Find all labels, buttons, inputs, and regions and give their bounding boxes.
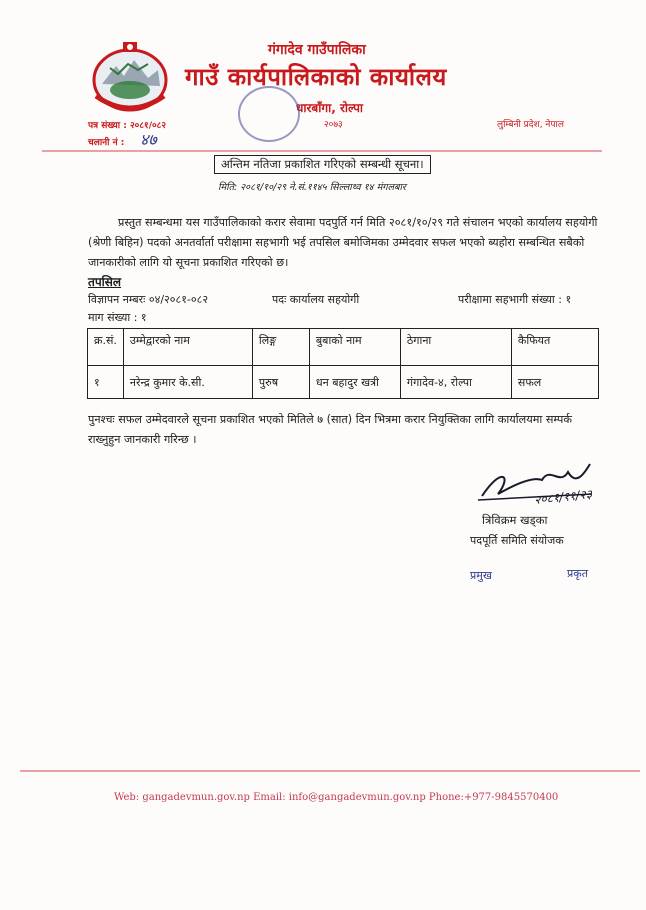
stamp-left-text: प्रमुख [470,569,492,582]
province-label: लुम्बिनी प्रदेश, नेपाल [497,120,564,130]
signatory-name: त्रिविक्रम खड्का [482,513,548,527]
address-line: धारबाँगा, रोल्पा [296,101,364,115]
header-rule [42,150,602,152]
tapasil-heading: तपसिल [88,275,122,289]
notice-date: मिति: २०८१/१०/२९ ने.सं.११४५ सिल्लाथ्व १४ मंगलबार [218,182,406,193]
col-header: उम्मेद्वारको नाम [123,329,252,366]
table-cell: पुरुष [252,366,309,399]
table-row [88,366,599,399]
dispatch-label: चलानी नं : [88,138,125,148]
footnote: पुनश्चः सफल उम्मेदवारले सूचना प्रकाशित भएको मितिले ७ (सात) दिन भित्रमा करार नियुक्तिका लागि कार्यालयमा सम्पर्क राख्नुहुन जानकारी गरिन्छ । [88,413,572,446]
table-cell: नरेन्द्र कुमार के.सी. [123,366,252,399]
col-header: बुबाको नाम [309,329,400,366]
col-header: ठेगाना [400,329,511,366]
signature-date: २०८१/११/२३ [533,487,593,507]
col-header: कैफियत [511,329,598,366]
footer-contact: Web: gangadevmun.gov.np Email: info@gangadevmun.gov.np Phone:+977-9845570400 [114,792,559,803]
office-stamp [238,86,300,142]
col-header: लिङ्ग [252,329,309,366]
footer-rule [20,770,640,772]
office-title: गाउँ कार्यपालिकाको कार्यालय [185,63,447,91]
table-header-row [88,329,599,366]
stamp-right-text: प्रकृत [567,567,588,580]
table-cell: गंगादेव-४, रोल्पा [400,366,511,399]
municipality-name: गंगादेव गाउँपालिका [268,42,366,58]
col-header: क्र.सं. [88,329,124,366]
dispatch-value: ४७ [140,130,157,149]
result-table [87,328,599,399]
notice-title: अन्तिम नतिजा प्रकाशित गरिएको सम्बन्धी सूचना। [214,155,431,174]
participant-count: परीक्षामा सहभागी संख्या : १ [458,293,572,306]
ad-number: विज्ञापन नम्बरः ०४/२०८१-०८२ [88,293,209,306]
post-name: पदः कार्यालय सहयोगी [272,293,360,306]
signatory-role: पदपूर्ति समिति संयोजक [470,534,564,547]
table-cell: १ [88,366,124,399]
table-cell: धन बहादुर खत्री [309,366,400,399]
fiscal-year: पत्र संख्या : २०८१/०८२ [88,121,167,131]
demand-count: माग संख्या : १ [88,311,147,324]
nepal-emblem-icon [88,40,172,114]
table-cell: सफल [511,366,598,399]
year-mark: २०७३ [324,120,343,130]
notice-body: प्रस्तुत सम्बन्धमा यस गाउँपालिकाको करार सेवामा पदपुर्ति गर्न मिति २०८१/१०/२९ गते संचालन भएको कार्यालय सहयोगी (श्रेणी बिहिन) पदको अनतर्वार्ता परीक्षामा सहभागी भई तपसिल बमोजिमका उम्मेदवार सफल भएको ब्यहोरा सम्बन्धित सबैको जानकारीको लागि यो सूचना प्रकाशित गरिएको छ। [88,216,598,269]
